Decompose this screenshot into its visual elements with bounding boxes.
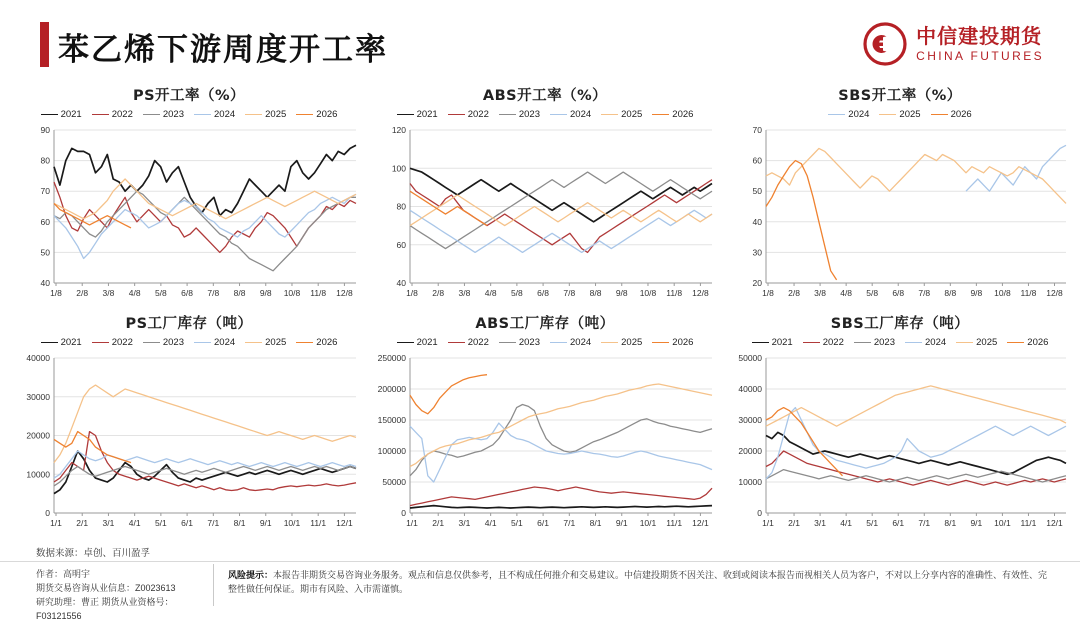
legend-label: 2022 <box>111 337 133 348</box>
chart-legend <box>370 109 720 120</box>
footer-vertical-rule <box>213 564 214 606</box>
svg-text:90: 90 <box>40 125 50 135</box>
legend-swatch <box>854 342 871 343</box>
chart-legend <box>726 337 1074 348</box>
svg-text:8/1: 8/1 <box>589 518 602 528</box>
chart-title: PS开工率（%） <box>132 88 246 104</box>
legend-swatch <box>905 342 922 343</box>
series-line-2026 <box>766 408 843 476</box>
legend-item-2021 <box>397 109 438 120</box>
svg-text:5/8: 5/8 <box>866 288 879 298</box>
chart-legend <box>14 109 364 120</box>
legend-label: 2024 <box>925 337 947 348</box>
chart-title: ABS开工率（%） <box>482 88 608 104</box>
svg-text:6/8: 6/8 <box>537 288 550 298</box>
svg-text:12/8: 12/8 <box>1046 288 1063 298</box>
svg-text:1/8: 1/8 <box>762 288 774 298</box>
series-line-2026 <box>766 161 837 280</box>
svg-text:4/8: 4/8 <box>484 288 497 298</box>
legend-item-2022 <box>803 337 844 348</box>
svg-text:250000: 250000 <box>377 353 406 363</box>
risk-text: 本报告非期货交易咨询业务服务。观点和信息仅供参考，且不构成任何推介和交易建议。中信建投期货不因关注、收到或阅读本报告而视相关人员为客户，不对以上分享内容的准确性、有效性、完整性做任何保证。期市有风险、入市需谨慎。 <box>228 570 1048 595</box>
svg-text:6/8: 6/8 <box>892 288 905 298</box>
svg-text:60: 60 <box>40 216 50 227</box>
svg-text:4/8: 4/8 <box>840 288 853 298</box>
chart-ps-factory-inventory <box>14 312 364 533</box>
legend-label: 2026 <box>672 109 694 120</box>
svg-text:2/8: 2/8 <box>432 288 445 298</box>
series-line-2023 <box>766 470 1066 482</box>
svg-text:40: 40 <box>752 216 762 227</box>
legend-swatch <box>296 114 313 115</box>
series-line-2023 <box>54 467 356 486</box>
logo-name-en: CHINA FUTURES <box>916 48 1044 63</box>
chart-ps-operating-rate <box>14 84 364 303</box>
legend-label: 2021 <box>60 337 82 348</box>
legend-swatch <box>956 342 973 343</box>
legend-item-2021 <box>41 337 82 348</box>
legend-item-2023 <box>143 109 184 120</box>
legend-swatch <box>803 342 820 343</box>
legend-label: 2021 <box>416 337 438 348</box>
legend-swatch <box>550 114 567 115</box>
svg-text:2/1: 2/1 <box>76 518 89 528</box>
legend-item-2023 <box>854 337 895 348</box>
legend-item-2024 <box>905 337 946 348</box>
legend-swatch <box>143 114 160 115</box>
chart-plot-area <box>370 350 720 533</box>
legend-item-2021 <box>752 337 793 348</box>
legend-label: 2021 <box>771 337 793 348</box>
legend-item-2026 <box>652 109 693 120</box>
legend-label: 2024 <box>848 109 870 120</box>
legend-label: 2025 <box>265 109 287 120</box>
series-line-2022 <box>54 432 356 491</box>
page-title: 苯乙烯下游周度开工率 <box>58 32 388 68</box>
svg-text:7/8: 7/8 <box>207 288 220 298</box>
svg-text:2/8: 2/8 <box>788 288 800 298</box>
legend-item-2024 <box>550 337 591 348</box>
legend-swatch <box>652 342 669 343</box>
author-block <box>36 568 206 624</box>
svg-text:9/1: 9/1 <box>970 518 983 528</box>
svg-text:8/8: 8/8 <box>233 288 246 298</box>
svg-text:1/1: 1/1 <box>762 518 774 528</box>
svg-text:11/1: 11/1 <box>310 518 327 528</box>
svg-text:0: 0 <box>401 508 406 518</box>
svg-text:40000: 40000 <box>738 384 762 394</box>
svg-text:70: 70 <box>752 125 762 135</box>
svg-text:11/8: 11/8 <box>310 288 327 298</box>
legend-swatch <box>752 342 769 343</box>
svg-text:3/1: 3/1 <box>814 518 827 528</box>
series-line-2025 <box>54 179 356 219</box>
svg-text:9/8: 9/8 <box>970 288 983 298</box>
legend-item-2026 <box>296 109 337 120</box>
report-header <box>0 0 1080 88</box>
svg-text:5/8: 5/8 <box>154 288 167 298</box>
chart-legend <box>726 109 1074 120</box>
svg-text:5/1: 5/1 <box>510 518 523 528</box>
legend-item-2022 <box>448 109 489 120</box>
svg-text:12/1: 12/1 <box>692 518 709 528</box>
data-source-note: 数据来源：卓创、百川盈孚 <box>36 548 151 559</box>
svg-text:2/1: 2/1 <box>788 518 800 528</box>
legend-item-2025 <box>956 337 997 348</box>
logo-mark-icon <box>863 22 907 66</box>
plot-wrapper <box>14 122 364 303</box>
legend-item-2022 <box>92 337 133 348</box>
svg-text:80: 80 <box>396 201 406 212</box>
legend-swatch <box>397 114 414 115</box>
legend-swatch <box>245 342 262 343</box>
svg-text:40: 40 <box>396 278 406 288</box>
svg-text:3/8: 3/8 <box>458 288 471 298</box>
svg-text:4/8: 4/8 <box>128 288 141 298</box>
legend-label: 2025 <box>621 109 643 120</box>
chart-abs-operating-rate <box>370 84 720 303</box>
legend-swatch <box>499 114 516 115</box>
svg-text:10/8: 10/8 <box>994 288 1011 298</box>
legend-item-2024 <box>550 109 591 120</box>
legend-label: 2021 <box>416 109 438 120</box>
legend-label: 2024 <box>214 109 236 120</box>
svg-text:4/1: 4/1 <box>840 518 853 528</box>
legend-item-2023 <box>499 337 540 348</box>
legend-item-2022 <box>448 337 489 348</box>
svg-text:12/8: 12/8 <box>336 288 353 298</box>
series-line-2026 <box>54 432 131 463</box>
chart-title: SBS工厂库存（吨） <box>830 316 970 332</box>
series-line-2026 <box>410 375 487 414</box>
svg-text:7/1: 7/1 <box>918 518 931 528</box>
series-line-2023 <box>54 191 356 271</box>
svg-text:11/1: 11/1 <box>1020 518 1037 528</box>
legend-label: 2024 <box>570 337 592 348</box>
svg-text:9/1: 9/1 <box>259 518 272 528</box>
legend-label: 2023 <box>518 109 540 120</box>
company-logo <box>863 22 1044 66</box>
svg-text:5/1: 5/1 <box>866 518 879 528</box>
svg-text:50: 50 <box>40 247 50 258</box>
svg-text:1/8: 1/8 <box>406 288 418 298</box>
legend-swatch <box>397 342 414 343</box>
series-line-2022 <box>410 487 712 506</box>
svg-text:10/8: 10/8 <box>639 288 657 298</box>
legend-item-2026 <box>931 109 972 120</box>
chart-title: PS工厂库存（吨） <box>125 316 253 332</box>
risk-disclaimer <box>228 568 1048 597</box>
series-line-2021 <box>410 506 712 508</box>
chart-legend <box>14 337 364 348</box>
svg-text:5/8: 5/8 <box>510 288 523 298</box>
svg-text:1/8: 1/8 <box>50 288 62 298</box>
legend-label: 2024 <box>214 337 236 348</box>
legend-item-2025 <box>601 109 642 120</box>
legend-label: 2023 <box>162 109 184 120</box>
title-accent-bar <box>40 22 49 67</box>
legend-swatch <box>828 114 845 115</box>
svg-text:20000: 20000 <box>26 430 50 441</box>
chart-sbs-factory-inventory <box>726 312 1074 533</box>
chart-plot-area <box>14 122 364 303</box>
svg-text:100: 100 <box>391 163 406 174</box>
author-license: 期货交易咨询从业信息：Z0023613 <box>36 582 176 593</box>
svg-text:11/1: 11/1 <box>666 518 683 528</box>
svg-text:70: 70 <box>40 186 50 197</box>
legend-item-2025 <box>245 337 286 348</box>
svg-text:7/8: 7/8 <box>918 288 931 298</box>
chart-title: SBS开工率（%） <box>838 88 962 104</box>
legend-label: 2022 <box>467 337 489 348</box>
legend-label: 2022 <box>111 109 133 120</box>
svg-text:2/8: 2/8 <box>76 288 89 298</box>
legend-item-2024 <box>828 109 869 120</box>
chart-abs-factory-inventory <box>370 312 720 533</box>
svg-text:11/8: 11/8 <box>1020 288 1037 298</box>
svg-text:60: 60 <box>396 239 406 250</box>
svg-text:10/1: 10/1 <box>283 518 301 528</box>
svg-text:100000: 100000 <box>377 446 406 456</box>
plot-wrapper <box>14 350 364 533</box>
legend-swatch <box>41 114 58 115</box>
svg-text:9/8: 9/8 <box>615 288 628 298</box>
legend-item-2026 <box>1007 337 1048 348</box>
legend-swatch <box>296 342 313 343</box>
svg-text:8/1: 8/1 <box>944 518 957 528</box>
svg-text:120: 120 <box>391 125 406 135</box>
legend-swatch <box>143 342 160 343</box>
legend-label: 2025 <box>265 337 287 348</box>
svg-text:3/1: 3/1 <box>458 518 471 528</box>
legend-label: 2026 <box>316 109 338 120</box>
svg-text:5/1: 5/1 <box>154 518 167 528</box>
legend-swatch <box>499 342 516 343</box>
svg-text:60: 60 <box>752 155 762 166</box>
legend-item-2025 <box>245 109 286 120</box>
legend-item-2024 <box>194 337 235 348</box>
legend-label: 2026 <box>1027 337 1049 348</box>
legend-item-2025 <box>879 109 920 120</box>
risk-label: 风险提示： <box>228 570 274 580</box>
svg-text:7/8: 7/8 <box>563 288 576 298</box>
charts-grid <box>0 84 1080 539</box>
legend-item-2022 <box>92 109 133 120</box>
chart-plot-area <box>726 350 1074 533</box>
legend-item-2021 <box>41 109 82 120</box>
svg-text:4/1: 4/1 <box>128 518 141 528</box>
legend-label: 2023 <box>873 337 895 348</box>
legend-swatch <box>448 114 465 115</box>
svg-text:12/1: 12/1 <box>1046 518 1063 528</box>
svg-text:8/8: 8/8 <box>589 288 602 298</box>
series-line-2024 <box>410 210 712 252</box>
svg-text:1/1: 1/1 <box>406 518 418 528</box>
svg-text:7/1: 7/1 <box>207 518 220 528</box>
svg-text:3/8: 3/8 <box>814 288 827 298</box>
plot-wrapper <box>370 122 720 303</box>
svg-text:7/1: 7/1 <box>563 518 576 528</box>
legend-item-2023 <box>143 337 184 348</box>
legend-label: 2023 <box>162 337 184 348</box>
legend-label: 2026 <box>316 337 338 348</box>
legend-swatch <box>92 342 109 343</box>
svg-text:10/1: 10/1 <box>994 518 1011 528</box>
svg-text:6/1: 6/1 <box>537 518 550 528</box>
svg-text:9/8: 9/8 <box>259 288 272 298</box>
svg-text:3/1: 3/1 <box>102 518 115 528</box>
svg-text:6/8: 6/8 <box>181 288 194 298</box>
svg-text:12/1: 12/1 <box>336 518 353 528</box>
svg-text:12/8: 12/8 <box>692 288 709 298</box>
legend-swatch <box>652 114 669 115</box>
svg-text:10000: 10000 <box>738 477 762 487</box>
legend-swatch <box>245 114 262 115</box>
legend-label: 2021 <box>60 109 82 120</box>
svg-text:6/1: 6/1 <box>892 518 905 528</box>
legend-item-2021 <box>397 337 438 348</box>
report-footer <box>0 562 1080 621</box>
legend-label: 2025 <box>976 337 998 348</box>
assistant-license: 研究助理：曹正 期货从业资格号：F03121556 <box>36 596 174 621</box>
legend-label: 2025 <box>621 337 643 348</box>
svg-text:40: 40 <box>40 278 50 288</box>
legend-label: 2026 <box>672 337 694 348</box>
svg-text:30000: 30000 <box>738 415 762 425</box>
plot-wrapper <box>370 350 720 533</box>
legend-swatch <box>601 342 618 343</box>
svg-text:10/1: 10/1 <box>639 518 657 528</box>
svg-text:8/1: 8/1 <box>233 518 246 528</box>
legend-item-2024 <box>194 109 235 120</box>
legend-swatch <box>550 342 567 343</box>
legend-swatch <box>879 114 896 115</box>
logo-name-cn: 中信建投期货 <box>916 23 1043 48</box>
svg-text:50: 50 <box>752 186 762 197</box>
legend-label: 2022 <box>822 337 844 348</box>
series-line-2024 <box>410 423 712 482</box>
svg-text:20: 20 <box>752 278 762 288</box>
author-name: 作者：高明宇 <box>36 569 91 579</box>
svg-text:40000: 40000 <box>26 353 50 363</box>
legend-swatch <box>194 114 211 115</box>
legend-swatch <box>41 342 58 343</box>
series-line-2025 <box>766 148 1066 203</box>
series-line-2023 <box>410 172 712 249</box>
legend-item-2026 <box>652 337 693 348</box>
legend-swatch <box>1007 342 1024 343</box>
chart-sbs-operating-rate <box>726 84 1074 303</box>
svg-text:0: 0 <box>45 508 50 518</box>
legend-item-2026 <box>296 337 337 348</box>
svg-text:3/8: 3/8 <box>102 288 115 298</box>
legend-label: 2025 <box>899 109 921 120</box>
legend-swatch <box>92 114 109 115</box>
plot-wrapper <box>726 122 1074 303</box>
legend-label: 2024 <box>570 109 592 120</box>
chart-plot-area <box>370 122 720 303</box>
svg-text:50000: 50000 <box>382 477 406 487</box>
svg-text:150000: 150000 <box>377 415 406 425</box>
plot-wrapper <box>726 350 1074 533</box>
svg-text:4/1: 4/1 <box>484 518 497 528</box>
svg-text:50000: 50000 <box>738 353 762 363</box>
svg-text:30000: 30000 <box>26 391 50 402</box>
series-line-2021 <box>54 145 356 215</box>
series-line-2024 <box>966 145 1066 191</box>
legend-swatch <box>931 114 948 115</box>
legend-label: 2026 <box>950 109 972 120</box>
chart-plot-area <box>726 122 1074 303</box>
svg-text:2/1: 2/1 <box>432 518 445 528</box>
svg-text:10000: 10000 <box>26 469 50 480</box>
legend-swatch <box>194 342 211 343</box>
svg-text:200000: 200000 <box>377 384 406 394</box>
chart-title: ABS工厂库存（吨） <box>475 316 615 332</box>
legend-label: 2022 <box>467 109 489 120</box>
svg-text:20000: 20000 <box>738 446 762 456</box>
legend-swatch <box>601 114 618 115</box>
chart-legend <box>370 337 720 348</box>
svg-text:0: 0 <box>757 508 762 518</box>
legend-swatch <box>448 342 465 343</box>
svg-text:9/1: 9/1 <box>615 518 628 528</box>
legend-label: 2023 <box>518 337 540 348</box>
svg-text:30: 30 <box>752 247 762 258</box>
svg-text:11/8: 11/8 <box>666 288 683 298</box>
series-line-2023 <box>410 405 712 476</box>
svg-text:1/1: 1/1 <box>50 518 62 528</box>
svg-text:8/8: 8/8 <box>944 288 957 298</box>
svg-text:10/8: 10/8 <box>283 288 301 298</box>
legend-item-2023 <box>499 109 540 120</box>
legend-item-2025 <box>601 337 642 348</box>
series-line-2021 <box>410 168 712 222</box>
svg-text:80: 80 <box>40 155 50 166</box>
chart-plot-area <box>14 350 364 533</box>
svg-text:6/1: 6/1 <box>181 518 194 528</box>
